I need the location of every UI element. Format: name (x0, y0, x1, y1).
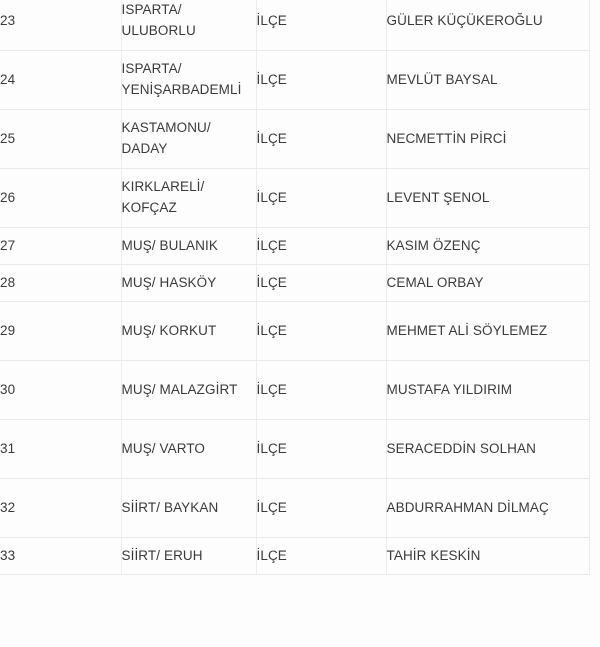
location-line: MUŞ/ KORKUT (121, 322, 217, 338)
location-line: YENİŞARBADEMLİ (121, 82, 242, 97)
person-name-cell: MUSTAFA YILDIRIM (386, 361, 589, 420)
row-number-cell: 33 (0, 538, 121, 575)
level-cell: İLÇE (256, 420, 386, 479)
level-cell: İLÇE (256, 265, 386, 302)
row-number-cell: 27 (0, 228, 121, 265)
person-name-cell: MEVLÜT BAYSAL (386, 51, 589, 110)
table-row (0, 265, 589, 302)
location-line: KIRKLARELİ/ (121, 179, 205, 195)
level-cell: İLÇE (256, 169, 386, 228)
location-cell (121, 265, 256, 302)
table-row (0, 479, 589, 538)
location-cell (121, 479, 256, 538)
level-cell: İLÇE (256, 361, 386, 420)
row-number-cell: 23 (0, 0, 121, 51)
level-cell: İLÇE (256, 228, 386, 265)
row-number-cell: 26 (0, 169, 121, 228)
person-name-cell: GÜLER KÜÇÜKEROĞLU (386, 0, 589, 51)
location-line: KOFÇAZ (121, 200, 177, 215)
location-cell (121, 302, 256, 361)
person-name-cell: CEMAL ORBAY (386, 265, 589, 302)
location-cell (121, 169, 256, 228)
row-number-cell: 25 (0, 110, 121, 169)
table-row (0, 361, 589, 420)
location-line: MUŞ/ BULANIK (121, 237, 218, 253)
person-name-cell: SERACEDDİN SOLHAN (386, 420, 589, 479)
location-cell (121, 0, 256, 51)
person-name-cell: MEHMET ALİ SÖYLEMEZ (386, 302, 589, 361)
person-name-cell: NECMETTİN PİRCİ (386, 110, 589, 169)
row-number-cell: 29 (0, 302, 121, 361)
location-line: ULUBORLU (121, 23, 196, 38)
location-cell (121, 361, 256, 420)
person-name-cell: LEVENT ŞENOL (386, 169, 589, 228)
location-cell (121, 110, 256, 169)
table-row (0, 538, 589, 575)
row-number-cell: 31 (0, 420, 121, 479)
person-name-cell: ABDURRAHMAN DİLMAÇ (386, 479, 589, 538)
table-row (0, 169, 589, 228)
row-number-cell: 30 (0, 361, 121, 420)
location-cell (121, 228, 256, 265)
location-line: ISPARTA/ (121, 2, 182, 18)
table-row (0, 51, 589, 110)
person-name-cell: KASIM ÖZENÇ (386, 228, 589, 265)
location-line: SİİRT/ ERUH (121, 547, 203, 563)
level-cell: İLÇE (256, 51, 386, 110)
level-cell: İLÇE (256, 302, 386, 361)
location-cell (121, 51, 256, 110)
location-line: KASTAMONU/ (121, 120, 211, 136)
level-cell: İLÇE (256, 479, 386, 538)
level-cell: İLÇE (256, 538, 386, 575)
row-number-cell: 24 (0, 51, 121, 110)
location-line: MUŞ/ MALAZGİRT (121, 381, 238, 397)
location-line: DADAY (121, 141, 168, 156)
table-row (0, 0, 589, 51)
level-cell: İLÇE (256, 0, 386, 51)
location-line: ISPARTA/ (121, 61, 182, 77)
table-row (0, 302, 589, 361)
table-row (0, 110, 589, 169)
row-number-cell: 32 (0, 479, 121, 538)
person-name-cell: TAHİR KESKİN (386, 538, 589, 575)
location-line: MUŞ/ HASKÖY (121, 274, 217, 290)
location-cell (121, 538, 256, 575)
level-cell: İLÇE (256, 110, 386, 169)
table-row (0, 228, 589, 265)
location-cell (121, 420, 256, 479)
row-number-cell: 28 (0, 265, 121, 302)
location-line: SİİRT/ BAYKAN (121, 499, 219, 515)
location-line: MUŞ/ VARTO (121, 440, 206, 456)
table-row (0, 420, 589, 479)
